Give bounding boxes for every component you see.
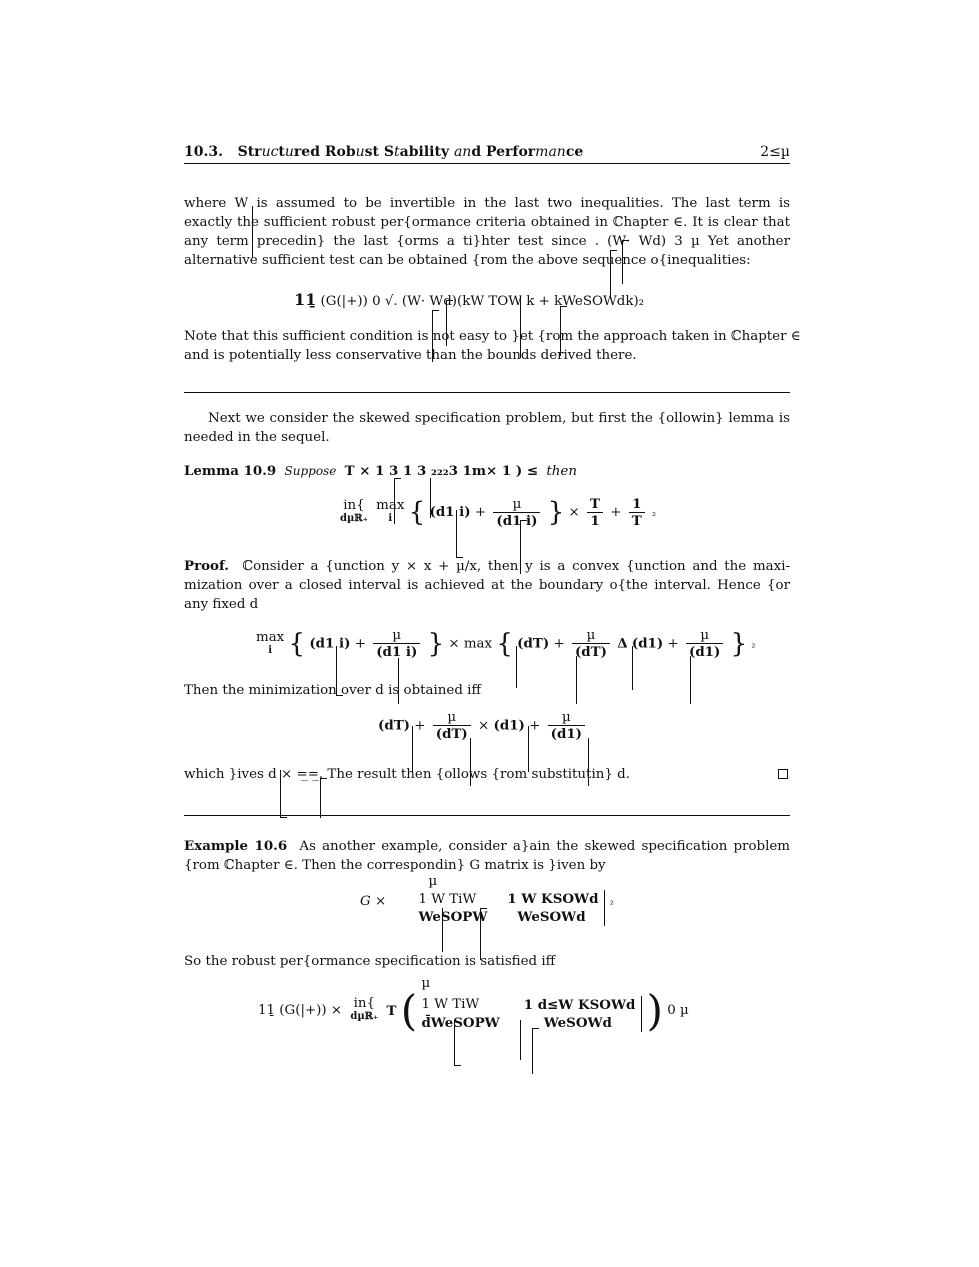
stray-bracket [456,510,457,558]
stray-bracket [622,240,623,284]
section-number: 10.3. [184,144,223,160]
section-rule [184,392,790,393]
equation-6: 1⁠1̱ (G(|+)) × in{ dµℝ₊ T ( µ 1 W TiW 1 d≤W KSOWd d̄WeSOPW WeSOWd ) 0 µ [258,975,689,1035]
fraction: $\frac{1}{T}$ [629,496,645,529]
mu-symbol: 1⁠1̱ [294,290,317,309]
running-header [184,143,790,164]
equation-1 [294,290,644,309]
paragraph-6 [184,952,790,971]
fraction: $\frac{T}{1}$ [587,496,603,529]
text-line: any fixed d [184,597,259,612]
fraction: $\frac{\text{µ}}{(d1)}$ [686,628,723,660]
proof: Proof. ℂonsider a {unction y × x + µ/x, then y is a convex {unction and the maxi- mization over a closed interval is achieved at the boundary o{the interval. Hence {or any fixed d [184,558,791,612]
stray-bracket [442,908,443,952]
text-line: any term precedin} the last {orms a ti}hter test since . (W· Wd) 3 µ Yet another [184,234,790,249]
text-line: which }ives d × =̲=̲. The result then {ollows {rom substitutin} d. [184,767,630,782]
header-section-title: 10.3. Structured Robust Stability and Performance [184,144,584,160]
fraction: $\frac{\text{µ}}{(dT)}$ [433,710,471,742]
text-line: alternative sufficient test can be obtained {rom the above sequence o{inequalities: [184,253,751,268]
paragraph-4 [184,681,790,700]
paragraph-5 [184,765,790,784]
example: Example 10.6 As another example, consider a}ain the skewed specification problem {rom ℂhapter ∈. Then the correspondin} G matrix is }iven by [184,838,790,873]
stray-bracket [280,770,281,818]
paragraph-3 [184,409,790,447]
text-line: mization over a closed interval is achieved at the boundary o{the interval. Hence {or [184,578,790,593]
stray-bracket [532,1028,533,1074]
text-line: {rom ℂhapter ∈. Then the correspondin} G matrix is }iven by [184,858,606,873]
text-line: exactly the sufficient robust per{ormance criteria obtained in ℂhapter ∈. It is clear that [184,215,790,230]
equation-body: (G(|+)) 0 √. (W· Wd)(kW TOW k + kWeSOWdk)₂ [320,294,645,309]
equation-4: (dT) + $\frac{\text{µ}}{(dT)}$ × (d1) + $\frac{\text{µ}}{(d1)}$ [378,710,588,742]
text-line: Then the minimization over d is obtained iff [184,683,481,698]
paragraph-1 [184,194,790,270]
lemma-statement: Lemma 10.9 Suppose T × 1 3 1 3 ₂₂₂3 1m× 1 ) ≤ then [184,463,577,479]
matrix: 1 W TiW 1 W KSOWd WeSOPW WeSOWd [418,890,605,926]
paragraph-2 [184,327,801,365]
equation-5: G × µ 1 W TiW 1 W KSOWd WeSOPW WeSOWd ₂ [360,874,614,925]
text-line: So the robust per{ormance specification is satisfied iff [184,954,556,969]
fraction: $\frac{\text{µ}}{(d1)}$ [548,710,585,742]
text-line: and is potentially less conservative than the bounds derived there. [184,348,637,363]
stray-bracket [320,778,321,818]
stray-bracket [252,206,253,258]
equation-3: max i { (d1 i) + $\frac{\text{µ}}{(d1 i)}$ } × max { (dT) + $\frac{\text{µ}}{(dT)}$ Δ (d1) + $\frac{\text{µ}}{(d1)}$ } ₂ [256,628,756,660]
page-number: 2≤µ [760,144,790,160]
fraction: $\frac{\text{µ}}{(dT)}$ [572,628,610,660]
proof-label: Proof. [184,558,229,574]
fraction: $\frac{\text{µ}}{(d1 i)}$ [373,628,420,660]
stray-bracket [520,1020,521,1060]
lemma-label: Lemma 10.9 [184,463,277,479]
matrix: 1 W TiW 1 d≤W KSOWd d̄WeSOPW WeSOWd [421,996,642,1032]
fraction: $\frac{\text{µ}}{(d1 i)}$ [493,497,540,529]
section-rule [184,815,790,816]
text-line: where W is assumed to be invertible in the last two inequalities. The last term is [184,196,790,211]
equation-lhs: 1⁠1̱ (G(|+)) × [258,1003,343,1018]
text-line: needed in the sequel. [184,430,330,445]
text-line: Next we consider the skewed specification problem, but first the {ollowin} lemma is [208,411,790,426]
qed-square-icon [778,769,788,779]
equation-2: in{ dµℝ₊ max i { (d1 i) + $\frac{\text{µ}}{(d1 i)}$ } × $\frac{T}{1}$ + $\frac{1}{T}$ ₂ [340,496,657,529]
example-label: Example 10.6 [184,838,288,854]
lemma-math: T × 1 3 1 3 ₂₂₂3 1m× 1 ) ≤ [344,463,539,479]
stray-bracket [454,1020,455,1066]
text-line: Note that this sufficient condition is not easy to }et {rom the approach taken in ℂhapter ∈ [184,329,801,344]
